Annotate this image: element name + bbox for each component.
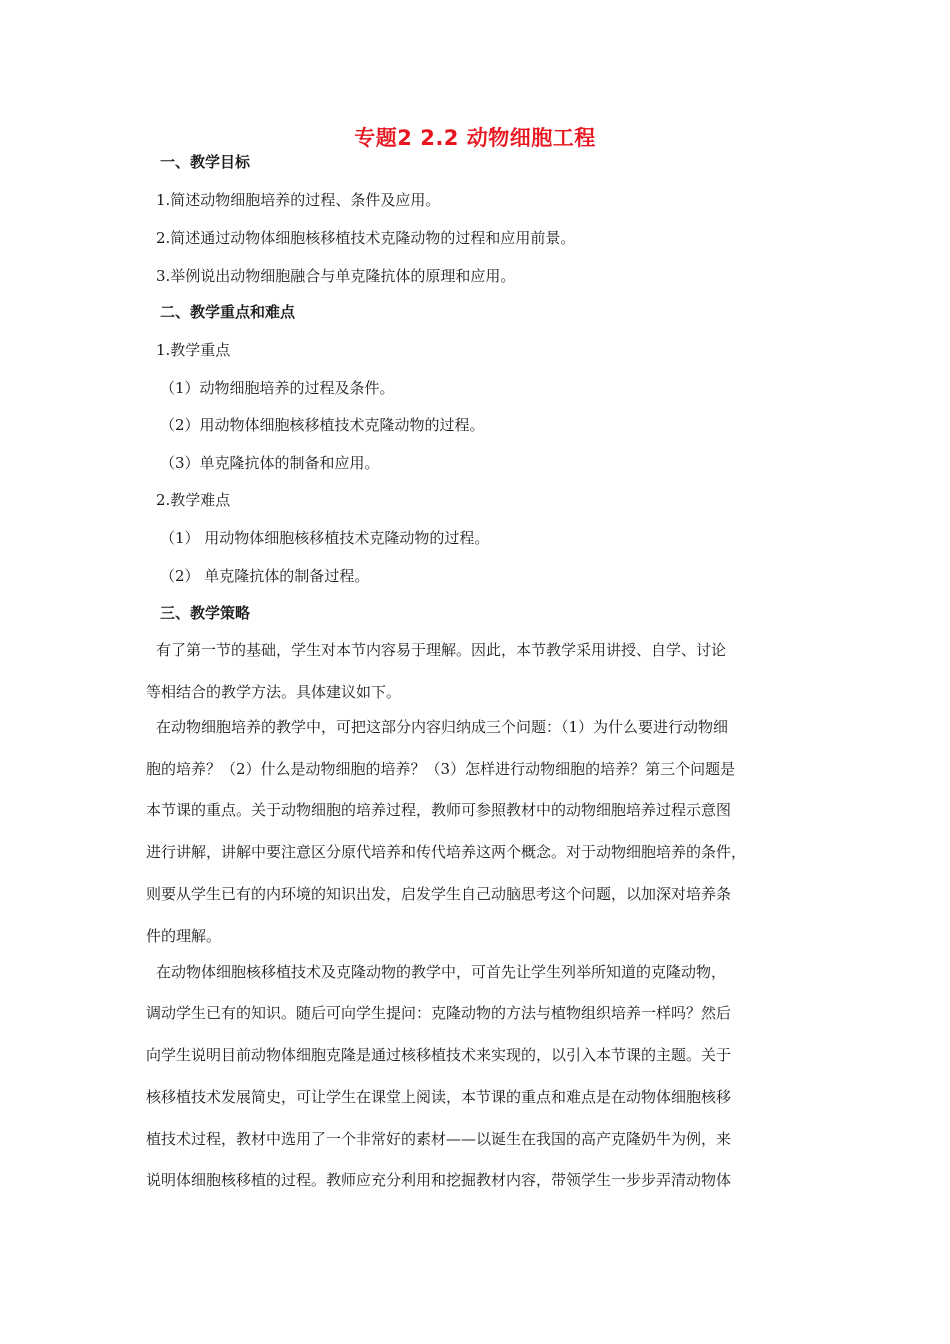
section-heading-key-points: 二、教学重点和难点 <box>160 303 296 321</box>
strategy-paragraph-line: 植技术过程，教材中选用了一个非常好的素材——以诞生在我国的高产克隆奶牛为例，来 <box>146 1130 732 1148</box>
key-point-item: （2）用动物体细胞核移植技术克隆动物的过程。 <box>160 416 485 434</box>
strategy-paragraph-line: 有了第一节的基础，学生对本节内容易于理解。因此，本节教学采用讲授、自学、讨论 <box>156 641 727 659</box>
strategy-paragraph-line: 向学生说明目前动物体细胞克隆是通过核移植技术来实现的，以引入本节课的主题。关于 <box>146 1046 732 1064</box>
key-point-item: （1）动物细胞培养的过程及条件。 <box>160 379 395 397</box>
strategy-paragraph-line: 则要从学生已有的内环境的知识出发，启发学生自己动脑思考这个问题，以加深对培养条 <box>146 885 732 903</box>
strategy-paragraph-line: 调动学生已有的知识。随后可向学生提问：克隆动物的方法与植物组织培养一样吗？然后 <box>146 1004 732 1022</box>
objective-item: 2.简述通过动物体细胞核移植技术克隆动物的过程和应用前景。 <box>156 229 576 247</box>
strategy-paragraph-line: 等相结合的教学方法。具体建议如下。 <box>146 683 402 701</box>
strategy-paragraph-line: 胞的培养？（2）什么是动物细胞的培养？（3）怎样进行动物细胞的培养？第三个问题是 <box>146 760 736 778</box>
strategy-paragraph-line: 核移植技术发展简史，可让学生在课堂上阅读，本节课的重点和难点是在动物体细胞核移 <box>146 1088 732 1106</box>
difficult-point-item: （2） 单克隆抗体的制备过程。 <box>160 567 370 585</box>
strategy-paragraph-line: 本节课的重点。关于动物细胞的培养过程，教师可参照教材中的动物细胞培养过程示意图 <box>146 801 732 819</box>
strategy-paragraph-line: 说明体细胞核移植的过程。教师应充分利用和挖掘教材内容，带领学生一步步弄清动物体 <box>146 1171 732 1189</box>
strategy-paragraph-line: 在动物细胞培养的教学中，可把这部分内容归纳成三个问题：（1）为什么要进行动物细 <box>156 718 729 736</box>
strategy-paragraph-line: 在动物体细胞核移植技术及克隆动物的教学中，可首先让学生列举所知道的克隆动物， <box>156 963 727 981</box>
document-title: 专题2 2.2 动物细胞工程 <box>354 126 596 150</box>
strategy-paragraph-line: 件的理解。 <box>146 927 222 945</box>
key-point-item: （3）单克隆抗体的制备和应用。 <box>160 454 380 472</box>
key-points-subtitle: 1.教学重点 <box>156 341 231 359</box>
objective-item: 3.举例说出动物细胞融合与单克隆抗体的原理和应用。 <box>156 267 516 285</box>
objective-item: 1.简述动物细胞培养的过程、条件及应用。 <box>156 191 441 209</box>
section-heading-strategy: 三、教学策略 <box>160 604 251 622</box>
section-heading-objectives: 一、教学目标 <box>160 153 251 171</box>
difficult-points-subtitle: 2.教学难点 <box>156 491 231 509</box>
difficult-point-item: （1） 用动物体细胞核移植技术克隆动物的过程。 <box>160 529 490 547</box>
strategy-paragraph-line: 进行讲解，讲解中要注意区分原代培养和传代培养这两个概念。对于动物细胞培养的条件， <box>146 843 747 861</box>
